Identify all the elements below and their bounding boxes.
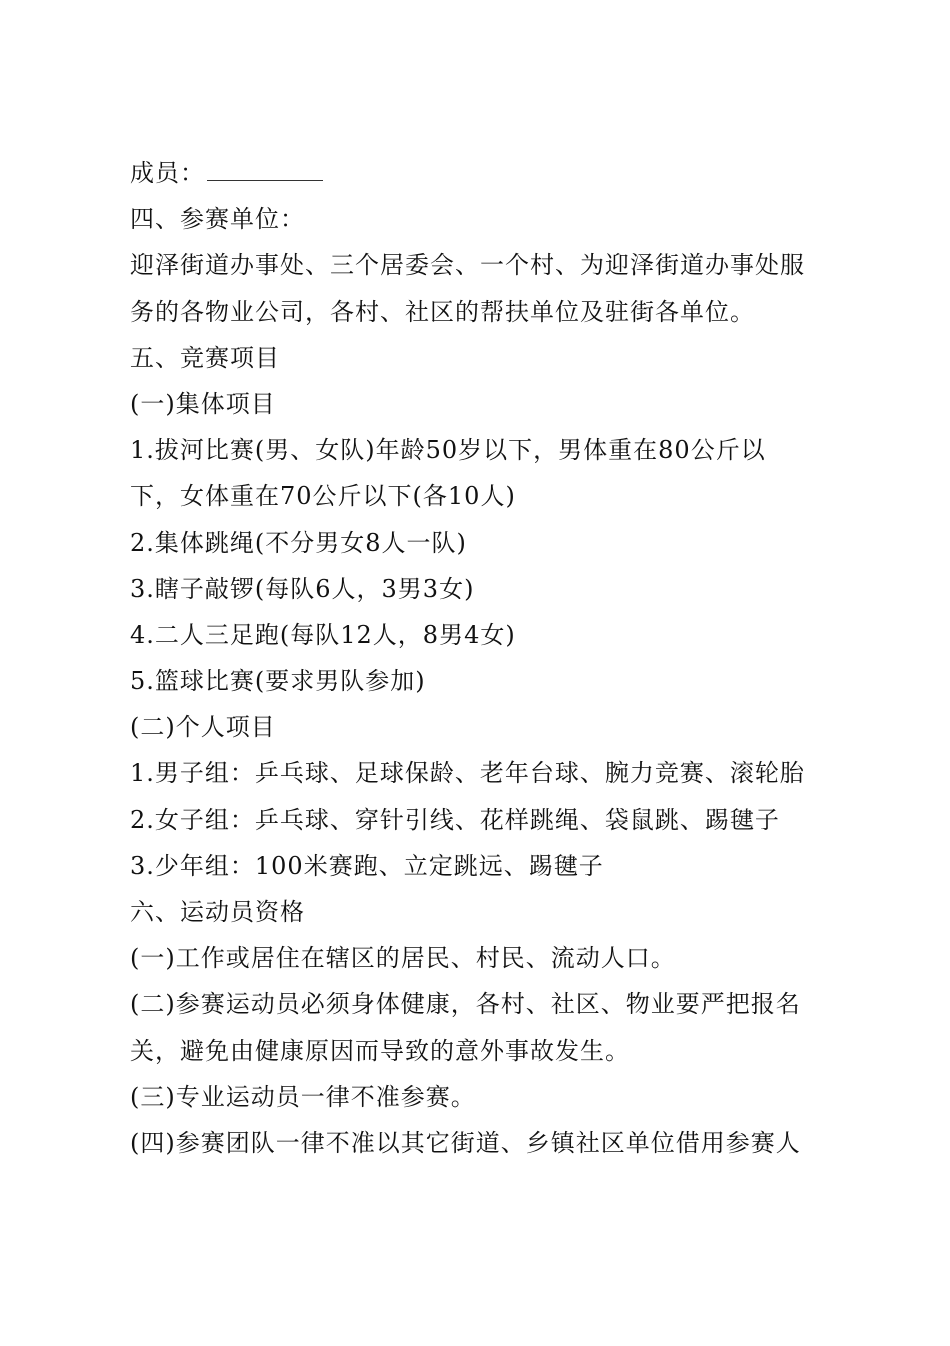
list-item-continuation: 下，女体重在70公斤以下(各10人): [130, 482, 516, 511]
members-line: [130, 150, 830, 196]
list-item: 3.瞎子敲锣(每队6人，3男3女): [130, 574, 475, 603]
subsection-heading-team-events: (一)集体项目: [130, 389, 276, 418]
list-item: 2.集体跳绳(不分男女8人一队): [130, 528, 467, 557]
paragraph-line: 迎泽街道办事处、三个居委会、一个村、为迎泽街道办事处服: [130, 251, 805, 280]
list-item: 4.二人三足跑(每队12人，8男4女): [130, 620, 516, 649]
section-heading-participants: 四、参赛单位：: [130, 205, 305, 234]
list-item: (二)参赛运动员必须身体健康，各村、社区、物业要严把报名: [130, 990, 801, 1019]
list-item: 1.拔河比赛(男、女队)年龄50岁以下，男体重在80公斤以: [130, 436, 766, 465]
list-item: 2.女子组：乒乓球、穿针引线、花样跳绳、袋鼠跳、踢毽子: [130, 805, 780, 834]
list-item: (一)工作或居住在辖区的居民、村民、流动人口。: [130, 944, 676, 973]
section-heading-events: 五、竞赛项目: [130, 343, 280, 372]
list-item: 1.男子组：乒乓球、足球保龄、老年台球、腕力竞赛、滚轮胎: [130, 759, 805, 788]
list-item-continuation: 关，避免由健康原因而导致的意外事故发生。: [130, 1036, 630, 1065]
list-item: (四)参赛团队一律不准以其它街道、乡镇社区单位借用参赛人: [130, 1128, 801, 1157]
paragraph-line: 务的各物业公司，各村、社区的帮扶单位及驻街各单位。: [130, 297, 755, 326]
list-item: 5.篮球比赛(要求男队参加): [130, 667, 426, 696]
subsection-heading-individual-events: (二)个人项目: [130, 713, 276, 742]
list-item: (三)专业运动员一律不准参赛。: [130, 1082, 476, 1111]
list-item: 3.少年组：100米赛跑、立定跳远、踢毽子: [130, 851, 604, 880]
members-blank-underline: [207, 180, 323, 181]
members-label: 成员：: [130, 159, 205, 187]
document-body: [130, 150, 830, 1166]
section-heading-eligibility: 六、运动员资格: [130, 898, 305, 926]
